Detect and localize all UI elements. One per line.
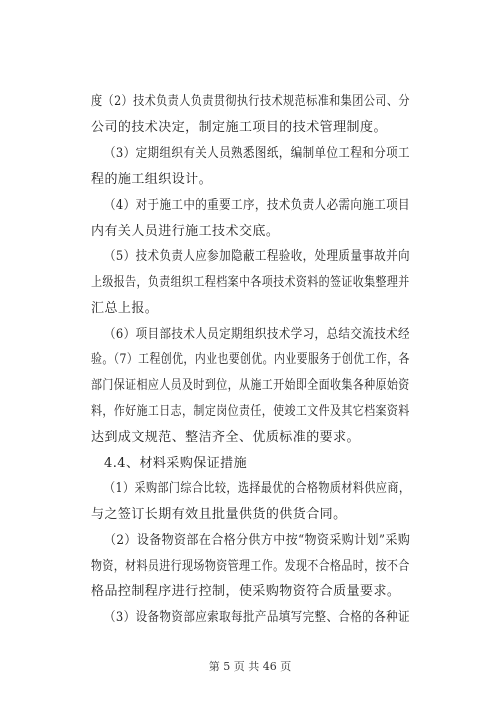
paragraph-line: 格品控制程序进行控制，使采购物资符合质量要求。 (91, 584, 401, 599)
paragraph-line: （2）设备物资部在合格分供方中按“物资采购计划”采购 (104, 533, 411, 548)
paragraph-line: （6）项目部技术人员定期组织技术学习，总结交流技术经 (104, 327, 411, 342)
paragraph-line: 度（2）技术负责人负责贯彻执行技术规范标准和集团公司、分 (91, 94, 410, 109)
paragraph-line: 上级报告，负责组织工程档案中各项技术资料的签证收集整理并 (91, 275, 410, 290)
paragraph-line: （4）对于施工中的重要工序，技术负责人必需向施工项目 (104, 198, 411, 213)
paragraph-line: （3）设备物资部应索取每批产品填写完整、合格的各种证 (104, 610, 411, 625)
paragraph-line: 程的施工组织设计。 (91, 172, 213, 187)
paragraph-line: 汇总上报。 (91, 301, 159, 316)
paragraph-line: 料，作好施工日志，制定岗位责任，使竣工文件及其它档案资料 (91, 404, 410, 419)
paragraph-line: （1）采购部门综合比较，选择最优的合格物质材料供应商， (104, 481, 411, 496)
paragraph-line: 与之签订长期有效且批量供货的供货合同。 (91, 507, 347, 522)
paragraph-line: 部门保证相应人员及时到位，从施工开始即全面收集各种原始资 (91, 378, 410, 393)
paragraph-line: 验。（7）工程创优，内业也要创优。内业要服务于创优工作，各 (91, 352, 410, 367)
paragraph-line: 达到成文规范、整洁齐全、优质标准的要求。 (91, 430, 361, 445)
section-heading: 4.4、材料采购保证措施 (104, 456, 248, 471)
paragraph-line: 物资，材料员进行现场物资管理工作。发现不合格品时，按不合 (91, 559, 410, 574)
paragraph-line: 公司的技术决定，制定施工项目的技术管理制度。 (91, 120, 387, 135)
paragraph-line: 内有关人员进行施工技术交底。 (91, 224, 280, 239)
paragraph-line: （3）定期组织有关人员熟悉图纸，编制单位工程和分项工 (104, 146, 411, 161)
paragraph-line: （5）技术负责人应参加隐蔽工程验收，处理质量事故并向 (104, 249, 411, 264)
page-footer: 第 5 页 共 46 页 (208, 660, 292, 673)
